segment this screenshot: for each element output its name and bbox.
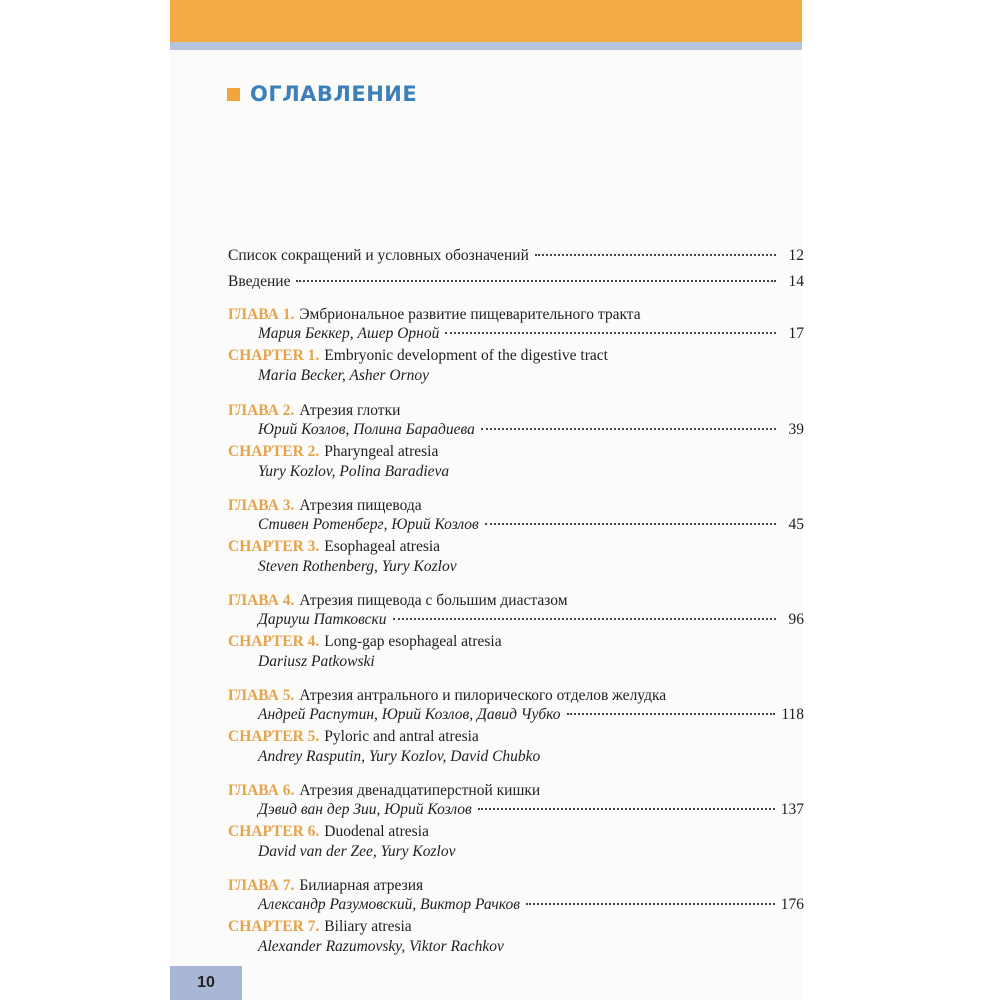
chapter-title: Pharyngeal atresia: [324, 443, 439, 460]
chapter-7-en-authors: [258, 937, 804, 957]
chapter-label: ГЛАВА 2.: [228, 402, 295, 419]
chapter-4-ru-authors: [258, 610, 804, 630]
leader-dots: [567, 712, 776, 715]
chapter-label: CHAPTER 4.: [228, 633, 320, 650]
chapter-1-en-title[interactable]: [228, 346, 804, 366]
chapter-label: CHAPTER 6.: [228, 823, 320, 840]
book-page: [170, 0, 802, 1000]
chapter-title: Pyloric and antral atresia: [324, 728, 479, 745]
entry-title: Список сокращений и условных обозначений: [228, 247, 529, 264]
chapter-1-en-authors: [258, 366, 804, 386]
chapter-label: ГЛАВА 4.: [228, 592, 295, 609]
chapter-7-ru-title[interactable]: [228, 876, 804, 896]
chapter-title: Атрезия пищевода: [299, 497, 422, 514]
chapter-authors: Yury Kozlov, Polina Baradieva: [258, 463, 450, 480]
chapter-label: ГЛАВА 3.: [228, 497, 295, 514]
chapter-3-ru-authors: [258, 515, 804, 535]
chapter-authors: Стивен Ротенберг, Юрий Козлов: [258, 516, 479, 533]
toc-entry-introduction[interactable]: [228, 272, 804, 292]
chapter-authors: Александр Разумовский, Виктор Рачков: [258, 896, 520, 913]
chapter-6-ru-title[interactable]: [228, 781, 804, 801]
chapter-4-en-authors: [258, 652, 804, 672]
chapter-authors: Dariusz Patkowski: [258, 653, 375, 670]
chapter-page: 118: [781, 706, 804, 723]
chapter-label: CHAPTER 7.: [228, 918, 320, 935]
chapter-2-ru-title[interactable]: [228, 401, 804, 421]
chapter-page: 176: [780, 896, 804, 913]
chapter-title: Esophageal atresia: [324, 538, 441, 555]
page-title: ОГЛАВЛЕНИЕ: [250, 82, 418, 106]
chapter-5-en-title[interactable]: [228, 727, 804, 747]
chapter-label: CHAPTER 3.: [228, 538, 320, 555]
chapter-5-en-authors: [258, 747, 804, 767]
chapter-6-en-authors: [258, 842, 804, 862]
chapter-6-en-title[interactable]: [228, 822, 804, 842]
chapter-7-en-title[interactable]: [228, 917, 804, 937]
leader-dots: [535, 253, 776, 256]
chapter-title: Атрезия двенадцатиперстной кишки: [299, 782, 541, 799]
leader-dots: [393, 617, 776, 620]
chapter-title: Embryonic development of the digestive tract: [324, 347, 608, 364]
chapter-authors: Дариуш Патковски: [258, 611, 387, 628]
leader-dots: [296, 279, 776, 282]
chapter-authors: David van der Zee, Yury Kozlov: [258, 843, 456, 860]
chapter-4-en-title[interactable]: [228, 632, 804, 652]
chapter-2-en-authors: [258, 462, 804, 482]
chapter-1-ru-title[interactable]: [228, 305, 804, 325]
chapter-title: Эмбриональное развитие пищеварительного тракта: [299, 306, 641, 323]
entry-page: 14: [788, 273, 804, 290]
chapter-6-ru-authors: [258, 800, 804, 820]
chapter-5-ru-title[interactable]: [228, 686, 804, 706]
chapter-page: 137: [780, 801, 804, 818]
chapter-title: Билиарная атрезия: [299, 877, 424, 894]
chapter-authors: Мария Беккер, Ашер Орной: [258, 325, 440, 342]
leader-dots: [445, 331, 776, 334]
chapter-7-ru-authors: [258, 895, 804, 915]
chapter-label: CHAPTER 5.: [228, 728, 320, 745]
leader-dots: [481, 427, 776, 430]
chapter-title: Biliary atresia: [324, 918, 412, 935]
entry-page: 12: [788, 247, 804, 264]
chapter-1-ru-authors: [258, 324, 804, 344]
chapter-page: 17: [788, 325, 804, 342]
entry-title: Введение: [228, 273, 291, 290]
chapter-label: ГЛАВА 5.: [228, 687, 295, 704]
top-color-band: [170, 0, 802, 42]
chapter-title: Duodenal atresia: [324, 823, 429, 840]
toc-heading: [227, 82, 417, 106]
page-number: 10: [197, 974, 215, 991]
leader-dots: [526, 902, 775, 905]
chapter-3-en-title[interactable]: [228, 537, 804, 557]
chapter-3-ru-title[interactable]: [228, 496, 804, 516]
toc-entry-abbreviations[interactable]: [228, 246, 804, 266]
chapter-label: CHAPTER 2.: [228, 443, 320, 460]
chapter-title: Атрезия глотки: [299, 402, 401, 419]
chapter-2-ru-authors: [258, 420, 804, 440]
page-number-tab: [170, 966, 242, 1000]
chapter-authors: Андрей Распутин, Юрий Козлов, Давид Чубко: [258, 706, 561, 723]
chapter-authors: Maria Becker, Asher Ornoy: [258, 367, 430, 384]
chapter-3-en-authors: [258, 557, 804, 577]
chapter-label: ГЛАВА 1.: [228, 306, 295, 323]
leader-dots: [478, 807, 775, 810]
chapter-4-ru-title[interactable]: [228, 591, 804, 611]
heading-square-icon: [227, 88, 240, 101]
chapter-authors: Юрий Козлов, Полина Барадиева: [258, 421, 475, 438]
chapter-authors: Steven Rothenberg, Yury Kozlov: [258, 558, 457, 575]
chapter-page: 45: [788, 516, 804, 533]
chapter-authors: Дэвид ван дер Зии, Юрий Козлов: [258, 801, 472, 818]
leader-dots: [485, 522, 776, 525]
chapter-5-ru-authors: [258, 705, 804, 725]
chapter-label: ГЛАВА 7.: [228, 877, 295, 894]
chapter-page: 39: [788, 421, 804, 438]
chapter-title: Атрезия антрального и пилорического отделов желудка: [299, 687, 667, 704]
chapter-title: Long-gap esophageal atresia: [324, 633, 502, 650]
chapter-authors: Alexander Razumovsky, Viktor Rachkov: [258, 938, 504, 955]
chapter-authors: Andrey Rasputin, Yury Kozlov, David Chubko: [258, 748, 541, 765]
chapter-label: CHAPTER 1.: [228, 347, 320, 364]
chapter-page: 96: [788, 611, 804, 628]
chapter-title: Атрезия пищевода с большим диастазом: [299, 592, 568, 609]
chapter-2-en-title[interactable]: [228, 442, 804, 462]
top-blue-stripe: [170, 42, 802, 50]
chapter-label: ГЛАВА 6.: [228, 782, 295, 799]
